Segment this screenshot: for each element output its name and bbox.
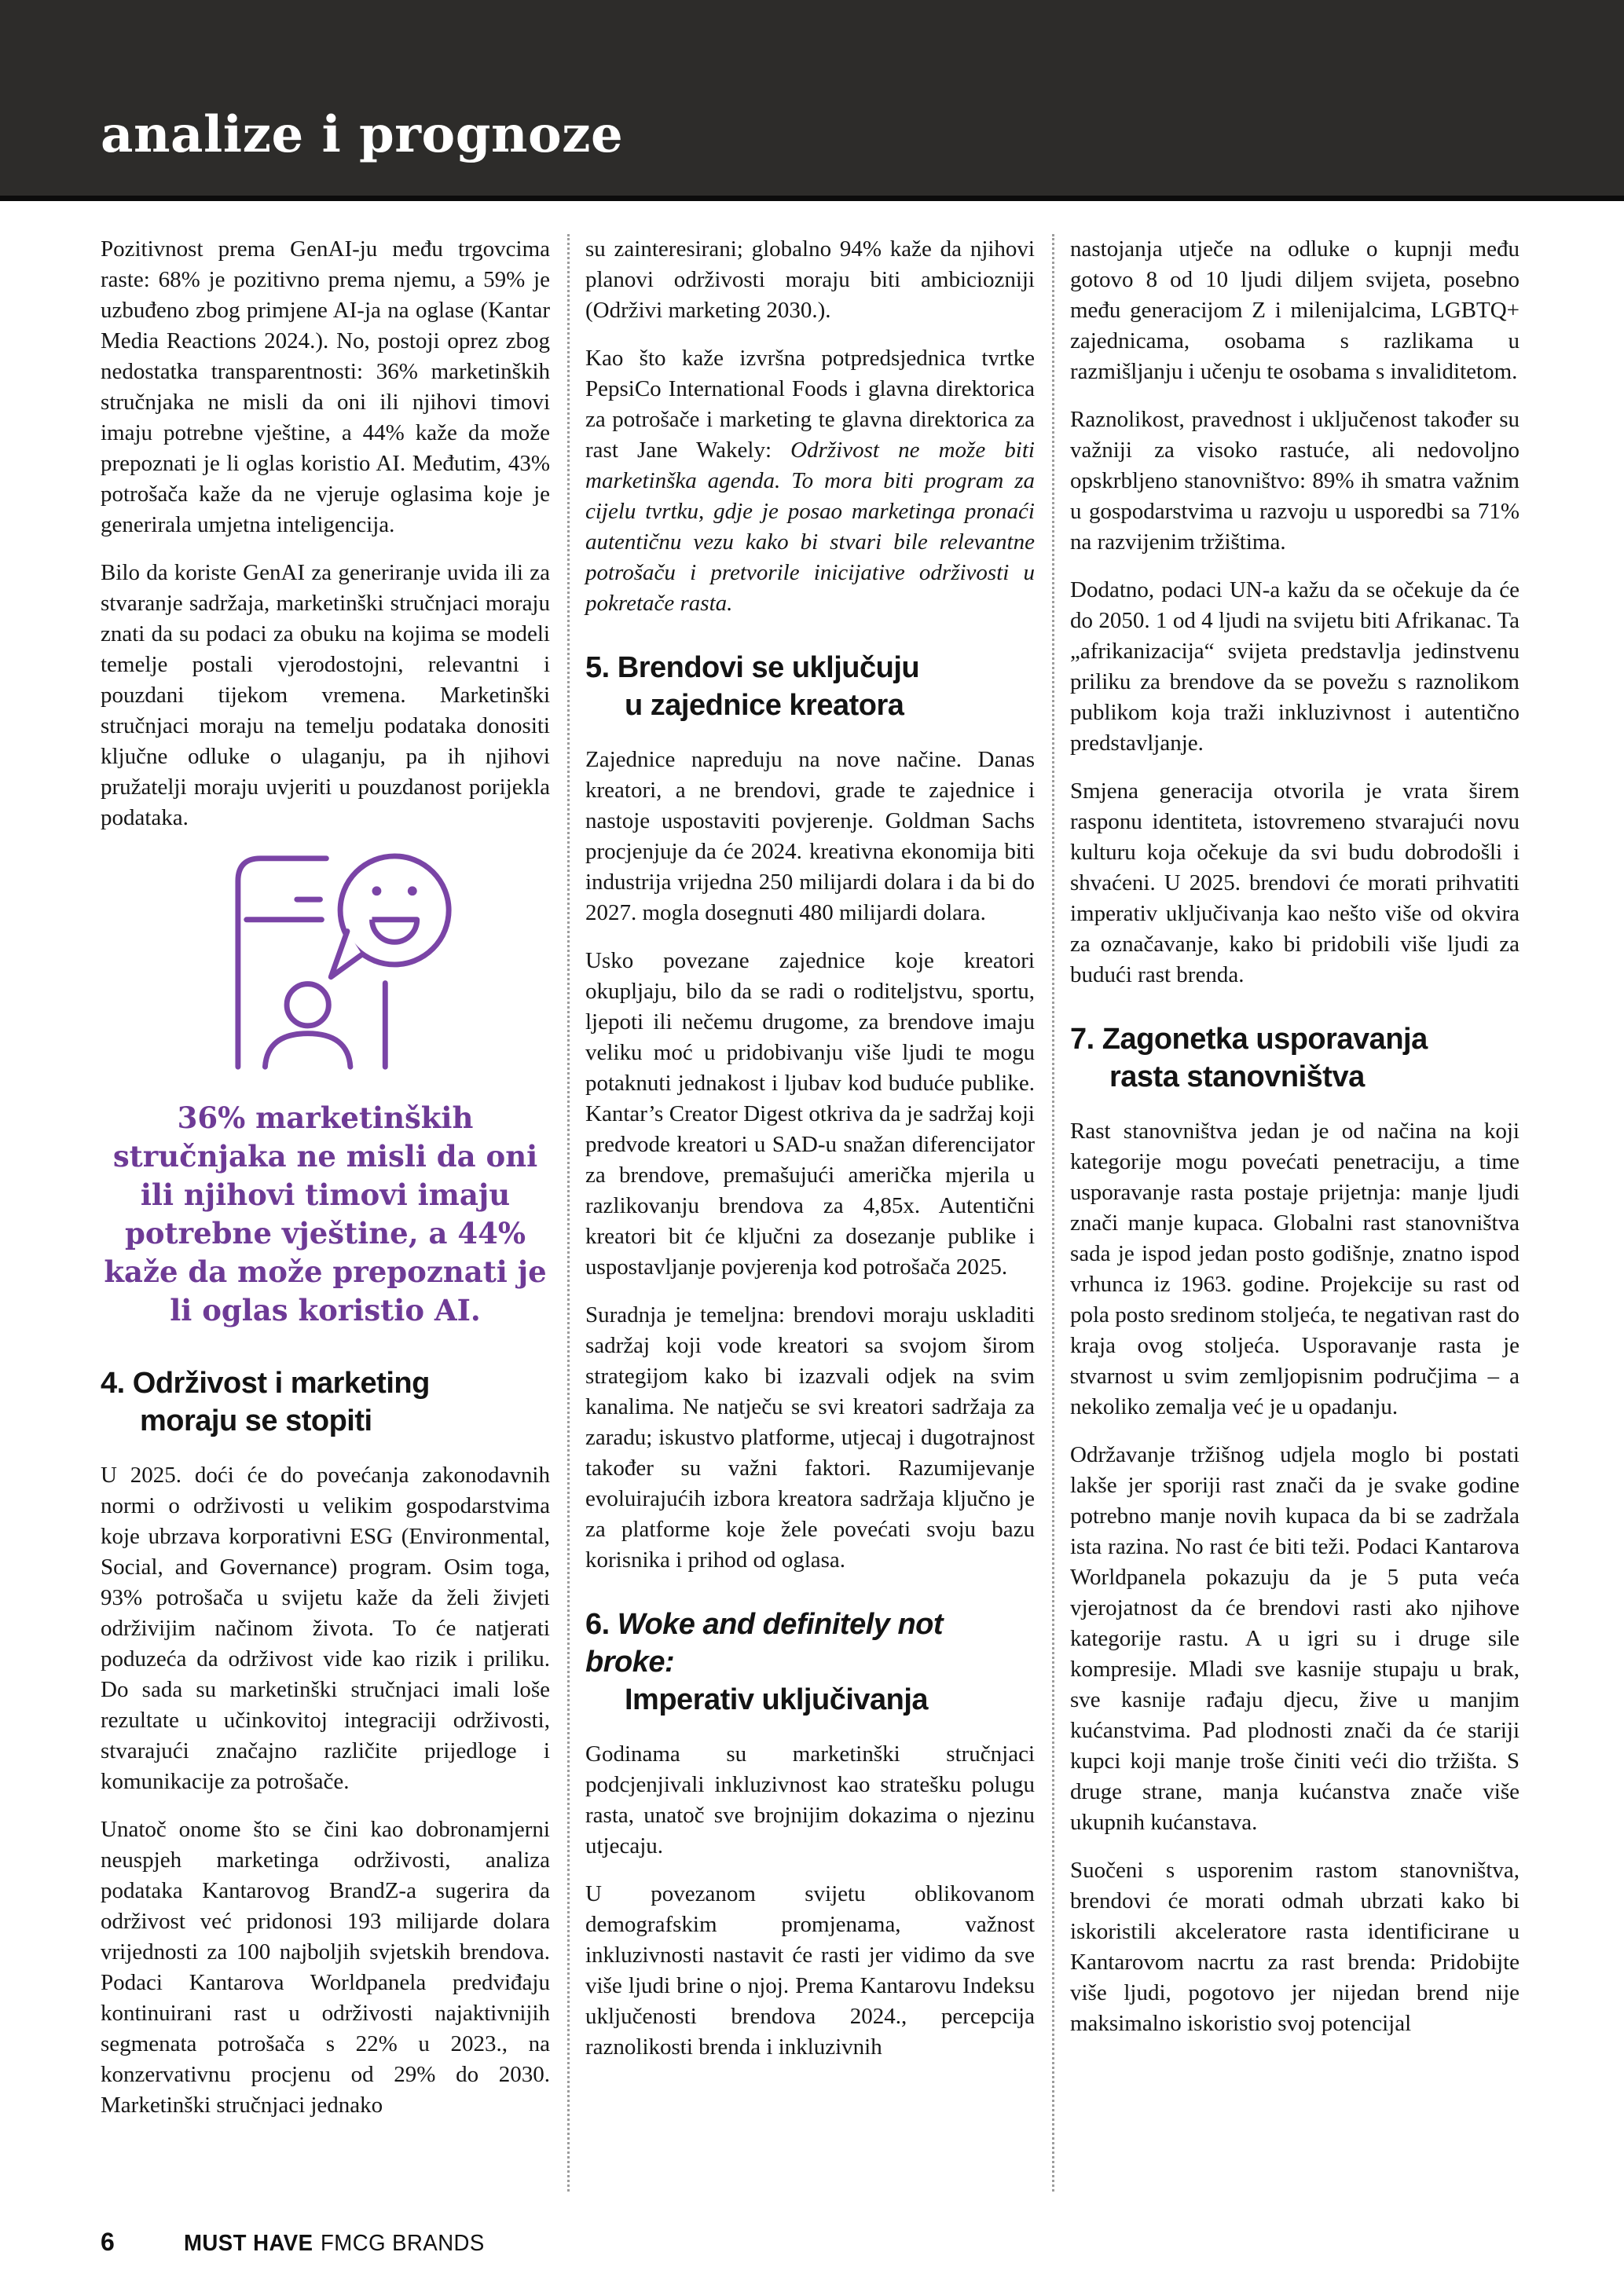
paragraph: Suočeni s usporenim rastom stanovništva, brendovi će morati odmah ubrzati kako bi iskoristili akceleratore rasta identificirane u Kantarovom nacrtu za rast brenda: Pridobijte više ljudi, pogotovo jer nijedan brend nije maksimalno iskoristio svoj potencijal <box>1070 1858 1520 2036</box>
phone-chat-smiley-illustration <box>233 852 457 1072</box>
speech-bubble-smiley-icon <box>331 856 449 977</box>
paragraph: Smjena generacija otvorila je vrata širem rasponu identiteta, istovremeno stvarajući novu kulturu koja očekuje da svi budu dobrodošli i shvaćeni. U 2025. brendovi će morati prihvatiti imperativ uključivanja kao nešto više od okvira za označavanje, kako bi pridobili više ljudi za budući rast brenda. <box>1070 778 1520 987</box>
section-number: 7. <box>1070 1023 1094 1056</box>
paragraph: Bilo da koriste GenAI za generiranje uvida ili za stvaranje sadržaja, marketinški stručnjaci moraju znati da su podaci za obuku na kojima se modeli temelje postali vjerodostojni, relevantni i pouzdani tijekom vremena. Marketinški stručnjaci moraju na temelju podataka donositi ključne odluke o ulaganju, pa ih njihovi pružatelji moraju uvjeriti u pouzdanost porijekla podataka. <box>101 560 550 830</box>
paragraph: Unatoč onome što se čini kao dobronamjerni neuspjeh marketinga održivosti, analiza podataka Kantarovog BrandZ-a sugerira da održivost već pridonosi 193 milijarde dolara vrijednosti za 100 najboljih svjetskih brendova. Podaci Kantarova Worldpanela predviđaju kontinuirani rast u održivosti najaktivnijih segmenata potrošača s 22% u 2023., na konzervativnu procjenu od 29% do 2030. Marketinški stručnjaci jednako <box>101 1817 550 2118</box>
section-header-bar <box>0 0 1624 201</box>
page-footer <box>101 2228 1515 2257</box>
column-1 <box>101 234 550 2210</box>
section-heading-7: 7. Zagonetka usporavanja rasta stanovništva <box>1070 1023 1428 1093</box>
quote-italic: Održivost ne može biti marketinška agenda. To mora biti program za cijelu tvrtku, gdje je posao marketinga pronaći autentičnu vezu kako bi stvari bile relevantne potrošaču i pretvorile inicijative održivosti u pokretače rasta. <box>585 438 1035 616</box>
paragraph: U 2025. doći će do povećanja zakonodavnih normi o održivosti u velikim gospodarstvima koje ubrzava korporativni ESG (Environmental, Social, and Governance) program. Osim toga, 93% potrošača u svijetu kaže da želi živjeti održivijim načinom života. To će natjerati poduzeća da održivost vide kao rizik i priliku. Do sada su marketinški stručnjaci imali loše rezultate u učinkovitoj integraciji održivosti, stvarajući značajno različite prijedloge i komunikacije za potrošače. <box>101 1463 550 1794</box>
phone-chat-smiley-icon <box>233 852 457 1072</box>
paragraph: Raznolikost, pravednost i uključenost također su važniji za visoko rastuće, ali nedovoljno opskrbljeno stanovništvo: 89% ih smatra važnim u gospodarstvima u razvoju u usporedbi sa 71% na razvijenim tržištima. <box>1070 407 1520 555</box>
paragraph: nastojanja utječe na odluke o kupnji među gotovo 8 od 10 ljudi diljem svijeta, posebno među generacijom Z i milenijalcima, LGBTQ+ zajednicama, osobama s razlikama u razmišljanju i učenju te osobama s invaliditetom. <box>1070 236 1520 384</box>
section-heading-6: 6. Woke and definitely not broke: Imperativ uključivanja <box>585 1608 944 1716</box>
smiley-eye-icon <box>408 886 417 895</box>
column-3 <box>1070 234 1520 2210</box>
paragraph: Zajednice napreduju na nove načine. Danas kreatori, a ne brendovi, grade te zajednice i nastoje uspostaviti povjerenje. Goldman Sachs procjenjuje da će 2024. kreativna ekonomija biti industrija vrijedna 250 milijardi dolara i da bi do 2027. mogla dosegnuti 480 milijardi dolara. <box>585 747 1035 925</box>
smiley-mouth-icon <box>372 920 417 943</box>
person-icon <box>265 984 350 1067</box>
section-number: 4. <box>101 1367 125 1400</box>
section-number: 6. <box>585 1608 610 1641</box>
page-number: 6 <box>101 2228 115 2256</box>
paragraph: Godinama su marketinški stručnjaci podcjenjivali inkluzivnost kao stratešku polugu rasta, unatoč sve brojnijim dokazima o njezinu utjecaju. <box>585 1741 1035 1858</box>
smiley-eye-icon <box>372 886 382 895</box>
paragraph: Pozitivnost prema GenAI-ju među trgovcima raste: 68% je pozitivno prema njemu, a 59% je uzbuđeno zbog primjene AI-ja na oglase (Kantar Media Reactions 2024.). No, postoji oprez zbog nedostatka transparentnosti: 36% marketinških stručnjaka ne misli da oni ili njihovi timovi imaju potrebne vještine, a 44% kaže da može prepoznati je li oglas koristio AI. Međutim, 43% potrošača kaže da ne vjeruje oglasima koje je generirala umjetna inteligencija. <box>101 236 550 537</box>
article-columns <box>101 234 1520 2210</box>
page-title: analize i prognoze <box>101 105 624 164</box>
column-2 <box>585 234 1035 2210</box>
pull-quote: 36% marketinških stručnjaka ne misli da oni ili njihovi timovi imaju potrebne vještine, a 44% kaže da može prepoznati je li oglas koristio AI. <box>104 1100 547 1327</box>
section-heading-5: 5. Brendovi se uključuju u zajednice kreatora <box>585 651 920 722</box>
section-heading-4: 4. Održivost i marketing moraju se stopiti <box>101 1367 430 1437</box>
paragraph: Usko povezane zajednice koje kreatori okupljaju, bilo da se radi o roditeljstvu, sportu, ljepoti ili nečemu drugome, za brendove imaju veliku moć u pridobivanju više ljudi te mogu potaknuti jednakost i ljubav kod buduće publike. Kantar’s Creator Digest otkriva da je sadržaj koji predvode kreatori u SAD-u snažan diferencijator za brendove, premašujući američka mjerila u razlikovanju brendova za 4,85x. Autentični kreatori bit će ključni za dosezanje publike i uspostavljanje povjerenja kod potrošača 2025. <box>585 948 1035 1280</box>
paragraph: Rast stanovništva jedan je od načina na koji kategorije mogu povećati penetraciju, a time usporavanje rasta postaje prijetnja: manje ljudi znači manje kupaca. Globalni rast stanovništva sada je ispod jedan posto godišnje, znatno ispod vrhunca iz 1963. godine. Projekcije su rast od pola posto sredinom stoljeća, te negativan rast do kraja ovog stoljeća. Usporavanje rasta je stvarnost u svim zemljopisnim područjima – a nekoliko zemalja već je u opadanju. <box>1070 1119 1520 1419</box>
paragraph: Suradnja je temeljna: brendovi moraju uskladiti sadržaj koji vode kreatori sa svojom širom strategijom kako bi izazvali odjek na svim kanalima. Ne natječu se svi kreatori sadržaja za zaradu; iskustvo platforme, utjecaj i dugotrajnost također su važni faktori. Razumijevanje evoluirajućih izbora kreatora sadržaja ključno je za platforme koje žele povećati svoju bazu korisnika i prihod od oglasa. <box>585 1302 1035 1573</box>
section-number: 5. <box>585 651 610 684</box>
publication-name: MUST HAVE FMCG BRANDS <box>183 2231 485 2256</box>
paragraph: su zainteresirani; globalno 94% kaže da njihovi planovi održivosti moraju biti ambiciozniji (Održivi marketing 2030.). <box>585 236 1035 323</box>
paragraph: Kao što kaže izvršna potpredsjednica tvrtke PepsiCo International Foods i glavna direktorica za potrošače i marketing te glavna direktorica za rast Jane Wakely: Održivost ne može biti marketinška agenda. To mora biti program za cijelu tvrtku, gdje je posao marketinga pronaći autentičnu vezu kako bi stvari bile relevantne potrošaču i pretvorile inicijative održivosti u pokretače rasta. <box>585 346 1035 616</box>
paragraph: Dodatno, podaci UN-a kažu da se očekuje da će do 2050. 1 od 4 ljudi na svijetu biti Afrikanac. Ta „afrikanizacija“ svijeta predstavlja jedinstvenu priliku za brendove da se povežu s raznolikom publikom koja traži inkluzivnost i autentično predstavljanje. <box>1070 577 1520 756</box>
paragraph: U povezanom svijetu oblikovanom demografskim promjenama, važnost inkluzivnosti nastavit će rasti jer vidimo da sve više ljudi brine o njoj. Prema Kantarovu Indeksu uključenosti brendova 2024., percepcija raznolikosti brenda i inkluzivnih <box>585 1881 1035 2060</box>
paragraph: Održavanje tržišnog udjela moglo bi postati lakše jer sporiji rast znači da je svake godine potrebno manje novih kupaca da bi se zadržala ista razina. No rast će biti teži. Podaci Kantarova Worldpanela pokazuju da je 5 puta veća vjerojatnost da će brendovi rasti ako njihove kategorije rastu. A u igri su i druge sile kompresije. Mladi sve kasnije stupaju u brak, sve kasnije rađaju djecu, žive u manjim kućanstvima. Pad plodnosti znači da će stariji kupci koji manje troše činiti veći dio tržišta. S druge strane, manja kućanstva znače više ukupnih kućanstava. <box>1070 1442 1520 1835</box>
